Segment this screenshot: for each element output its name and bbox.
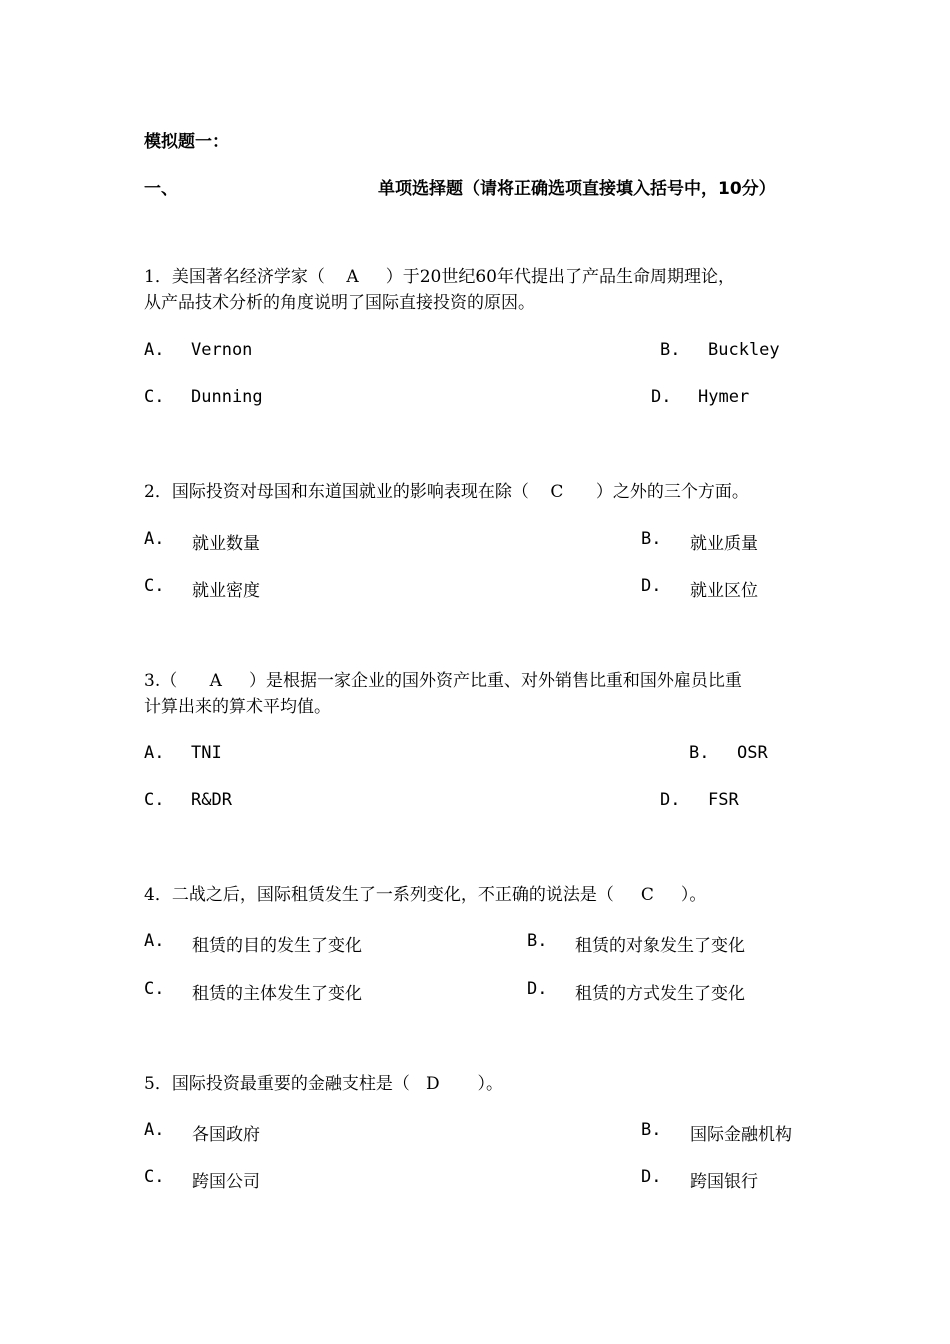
question-5-option-d-text: 跨国银行: [690, 1172, 758, 1192]
question-1-option-a-text: Vernon: [191, 340, 253, 360]
question-5-option-b-text: 国际金融机构: [690, 1125, 792, 1145]
question-1-option-b-text: Buckley: [708, 340, 780, 360]
question-3-option-b-letter: B.: [689, 743, 710, 763]
question-4-option-b-text: 租赁的对象发生了变化: [575, 936, 745, 956]
question-5-text-line1: 5．国际投资最重要的金融支柱是（ D ）。: [144, 1074, 503, 1094]
question-2-option-a-text: 就业数量: [192, 534, 260, 554]
question-3-option-c-letter: C.: [144, 790, 165, 810]
question-4-option-d-letter: D.: [527, 979, 548, 999]
question-4-option-a-letter: A.: [144, 931, 165, 951]
question-5-option-c-text: 跨国公司: [192, 1172, 260, 1192]
question-1-text-line2: 从产品技术分析的角度说明了国际直接投资的原因。: [144, 293, 535, 313]
question-1-option-a-letter: A.: [144, 340, 165, 360]
question-4-option-a-text: 租赁的目的发生了变化: [192, 936, 362, 956]
section-title: 单项选择题（请将正确选项直接填入括号中，10分）: [378, 179, 776, 199]
question-3-option-a-letter: A.: [144, 743, 165, 763]
question-1-option-d-letter: D.: [651, 387, 672, 407]
question-2-option-b-text: 就业质量: [690, 534, 758, 554]
question-3-text-line2: 计算出来的算术平均值。: [144, 697, 331, 717]
question-3-option-c-text: R&DR: [191, 790, 232, 810]
question-2-option-a-letter: A.: [144, 529, 165, 549]
question-5-option-c-letter: C.: [144, 1167, 165, 1187]
question-3-option-b-text: OSR: [737, 743, 768, 763]
question-4-option-b-letter: B.: [527, 931, 548, 951]
question-4-option-c-letter: C.: [144, 979, 165, 999]
question-3-text-line1: 3.（ A ）是根据一家企业的国外资产比重、对外销售比重和国外雇员比重: [144, 671, 742, 691]
question-2-option-d-letter: D.: [641, 576, 662, 596]
question-2-option-b-letter: B.: [641, 529, 662, 549]
question-1-option-d-text: Hymer: [698, 387, 750, 407]
question-3-option-d-letter: D.: [660, 790, 681, 810]
question-1-option-c-letter: C.: [144, 387, 165, 407]
question-2-option-c-text: 就业密度: [192, 581, 260, 601]
question-4-text-line1: 4．二战之后，国际租赁发生了一系列变化，不正确的说法是（ C ）。: [144, 885, 707, 905]
question-5-option-b-letter: B.: [641, 1120, 662, 1140]
question-2-option-c-letter: C.: [144, 576, 165, 596]
question-5-option-a-text: 各国政府: [192, 1125, 260, 1145]
question-1-option-c-text: Dunning: [191, 387, 263, 407]
question-4-option-d-text: 租赁的方式发生了变化: [575, 984, 745, 1004]
question-3-option-a-text: TNI: [191, 743, 222, 763]
question-1-option-b-letter: B.: [660, 340, 681, 360]
question-3-option-d-text: FSR: [708, 790, 739, 810]
question-2-text-line1: 2．国际投资对母国和东道国就业的影响表现在除（ C ）之外的三个方面。: [144, 482, 749, 502]
question-2-option-d-text: 就业区位: [690, 581, 758, 601]
section-number: 一、: [144, 179, 178, 199]
page-heading: 模拟题一：: [144, 132, 229, 152]
question-5-option-a-letter: A.: [144, 1120, 165, 1140]
question-4-option-c-text: 租赁的主体发生了变化: [192, 984, 362, 1004]
question-5-option-d-letter: D.: [641, 1167, 662, 1187]
question-1-text-line1: 1．美国著名经济学家（ A ）于20世纪60年代提出了产品生命周期理论，: [144, 267, 735, 287]
